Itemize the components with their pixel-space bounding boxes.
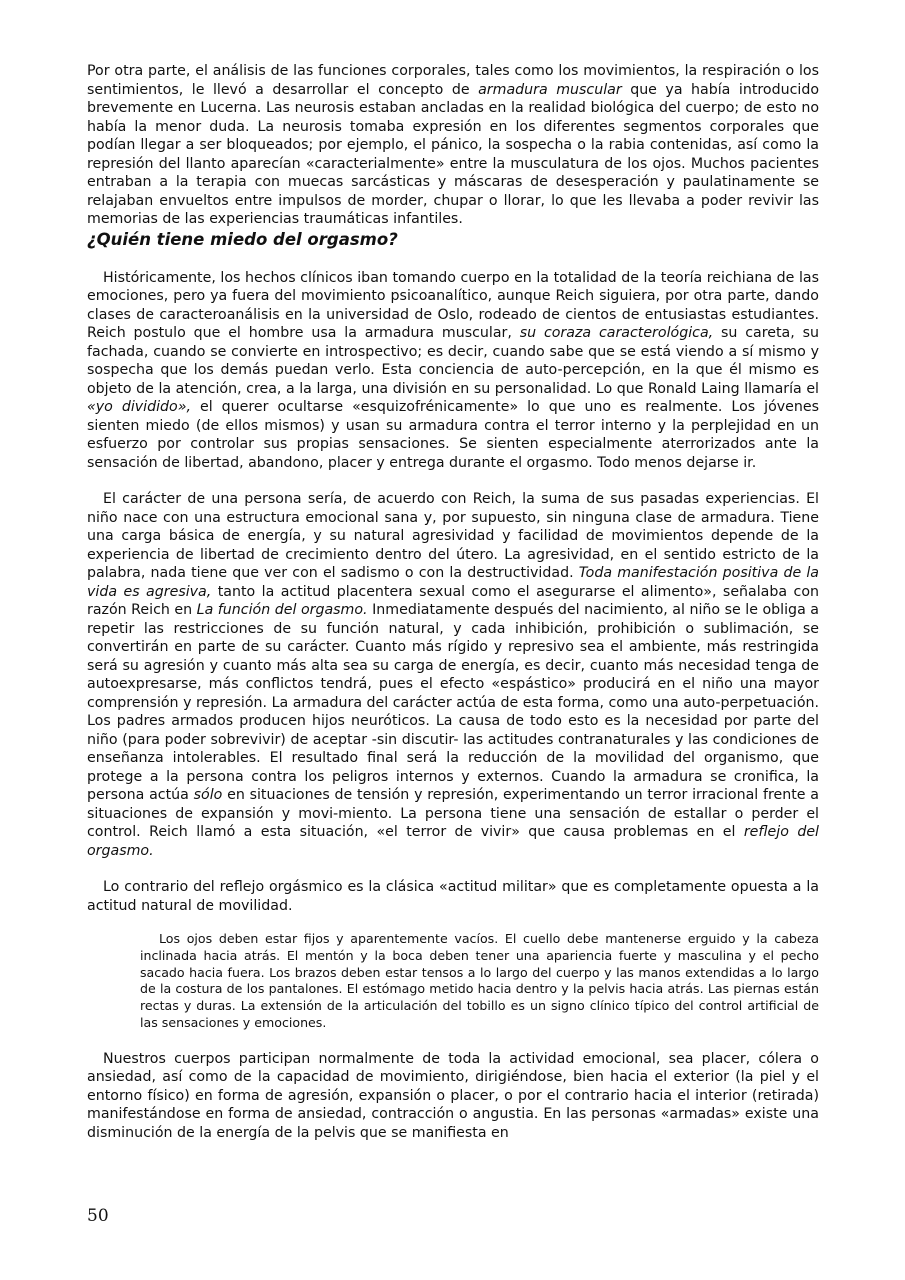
text-run: El carácter de una persona sería, de acuerdo con Reich, la suma de sus pasadas experiencias. El niño nace con una estructura emocional sana y, por supuesto, sin ninguna clase de armadura. Tiene una carga básica de energía, y su natural agresividad y facilidad de movimientos depende de la experiencia de libertad de crecimiento dentro del útero. La agresividad, en el sentido estricto de la palabra, nada tiene que ver con el sadismo o con la destructividad.: [87, 491, 819, 581]
section-heading: ¿Quién tiene miedo del orgasmo?: [87, 229, 398, 249]
emphasis-text: «yo dividido»,: [87, 399, 192, 415]
paragraph-armadura-muscular: [87, 62, 819, 229]
paragraph-historicamente: [87, 269, 819, 473]
page-number: 50: [87, 1206, 109, 1226]
emphasis-text: sólo: [193, 787, 223, 803]
text-run: Inmediatamente después del nacimiento, al niño se le obliga a repetir las restricciones de su función natural, y cada inhibición, prohibición o sublimación, se convertirán en parte de su carácter. Cuanto más rígido y represivo sea el ambiente, más restringida será su agresión y cuanto más alta sea su carga de energía, es decir, cuanto más necesidad tenga de autoexpresarse, más conflictos tendrá, pues el efecto «espástico» producirá en el niño una mayor comprensión y represión. La armadura del carácter actúa de esta forma, como una auto-perpetuación. Los padres armados producen hijos neuróticos. La causa de todo esto es la necesidad por parte del niño (para poder sobrevivir) de aceptar -sin discutir- las actitudes contranaturales y las condiciones de enseñanza intolerables. El resultado final será la reducción de la movilidad del organismo, que protege a la persona contra los peligros internos y externos. Cuando la armadura se cronifica, la persona actúa: [87, 602, 819, 803]
text-run: tanto la actitud placentera sexual como el asegurarse el alimento», señalaba con razón Reich en: [87, 583, 820, 618]
text-run: que ya había introducido brevemente en Lucerna. Las neurosis estaban ancladas en la realidad biológica del cuerpo; de esto no había la menor duda. La neurosis tomaba expresión en los diferentes segmentos corporales que podían llegar a ser bloqueados; por ejemplo, el pánico, la sospecha o la rabia contenidas, así como la represión del llanto aparecían «caracterialmente» entre la musculatura de los ojos. Muchos pacientes entraban a la terapia con muecas sarcásticas y máscaras de desesperación y paulatinamente se relajaban envueltos entre impulsos de morder, chupar o llorar, lo que les llevaba a poder revivir las memorias de las experiencias traumáticas infantiles.: [87, 81, 820, 227]
emphasis-text: Toda manifestación positiva de la vida es agresiva,: [87, 565, 819, 600]
paragraph-caracter: [87, 490, 819, 860]
text-run: en situaciones de tensión y represión, experimentando un terror irracional frente a situaciones de expansión y movi-miento. La persona tiene una sensación de estallar o perder el control. Reich llamó a esta situación, «el terror de vivir» que causa problemas en el: [87, 787, 819, 840]
emphasis-text: su coraza caracterológica,: [519, 325, 714, 341]
text-run: Por otra parte, el análisis de las funciones corporales, tales como los movimientos, la respiración o los sentimientos, le llevó a desarrollar el concepto de: [87, 63, 819, 98]
text-run: el querer ocultarse «esquizofrénicamente» lo que uno es realmente. Los jóvenes sienten miedo (de ellos mismos) y usan su armadura contra el terror interno y la perplejidad en un esfuerzo por controlar sus propias sensaciones. Se sienten especialmente aterrorizados ante la sensación de libertad, abandono, placer y entrega durante el orgasmo. Todo menos dejarse ir.: [87, 399, 819, 471]
emphasis-text: La función del orgasmo.: [196, 602, 368, 618]
text-run: su careta, su fachada, cuando se convierte en introspectivo; es decir, cuando sabe que se está viendo a sí mismo y sospecha que los demás puedan verlo. Esta conciencia de auto-percepción, en la que él mismo es objeto de la atención, crea, a la larga, una división en su personalidad. Lo que Ronald Laing llamaría el: [87, 325, 819, 397]
page-body: [87, 62, 819, 1142]
text-run: Históricamente, los hechos clínicos iban tomando cuerpo en la totalidad de la teoría reichiana de las emociones, pero ya fuera del movimiento psicoanalítico, aunque Reich siguiera, por otra parte, dando clases de caracteroanálisis en la universidad de Oslo, rodeado de cientos de entusiastas estudiantes. Reich postulo que el hombre usa la armadura muscular,: [87, 269, 819, 341]
paragraph-actitud-militar: Lo contrario del reflejo orgásmico es la clásica «actitud militar» que es completamente opuesta a la actitud natural de movilidad.: [87, 879, 819, 914]
emphasis-text: armadura muscular: [478, 81, 622, 98]
block-quote: Los ojos deben estar fijos y aparentemente vacíos. El cuello debe mantenerse erguido y la cabeza inclinada hacia atrás. El mentón y la boca deben tener una apariencia fuerte y masculina y el pecho sacado hacia fuera. Los brazos deben estar tensos a lo largo del cuerpo y las manos extendidas a lo largo de la costura de los pantalones. El estómago metido hacia dentro y la pelvis hacia atrás. Las piernas están rectas y duras. La extensión de la articulación del tobillo es un signo clínico típico del control artificial de las sensaciones y emociones.: [140, 931, 819, 1030]
paragraph-cuerpos: Nuestros cuerpos participan normalmente de toda la actividad emocional, sea placer, cólera o ansiedad, así como de la capacidad de movimiento, dirigiéndose, bien hacia el exterior (la piel y el entorno físico) en forma de agresión, expansión o placer, o por el contrario hacia el interior (retirada) manifestándose en forma de ansiedad, contracción o angustia. En las personas «armadas» existe una disminución de la energía de la pelvis que se manifiesta en: [87, 1050, 819, 1141]
emphasis-text: reflejo del orgasmo.: [87, 824, 819, 859]
